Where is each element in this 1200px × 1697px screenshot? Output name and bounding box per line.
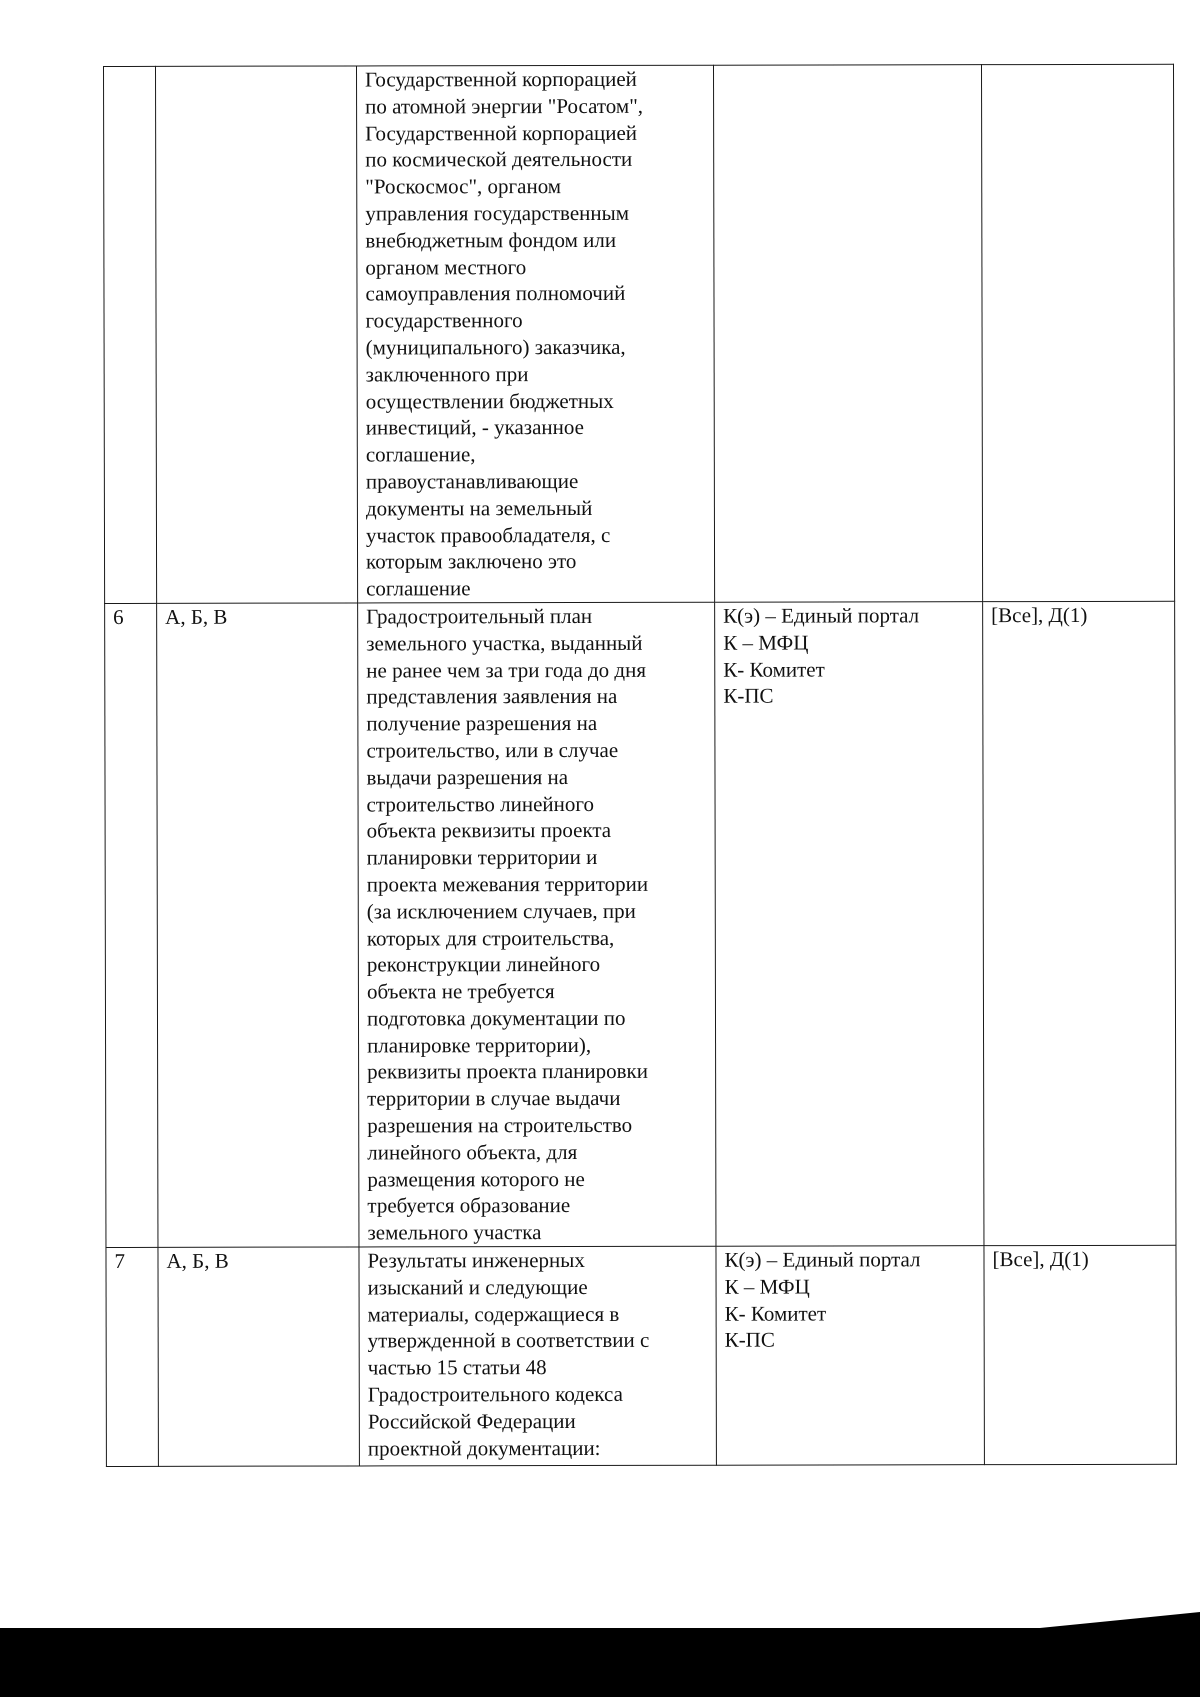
- text-line: изысканий и следующие: [367, 1274, 588, 1300]
- table-row: [105, 601, 1176, 1247]
- text-line: по космической деятельности: [365, 147, 633, 172]
- channel-item: К- Комитет: [724, 1301, 827, 1326]
- text-line: требуется образование: [367, 1193, 571, 1218]
- cell-category: А, Б, В: [158, 1247, 359, 1466]
- text-line: планировки территории и: [366, 845, 598, 870]
- text-line: государственного: [365, 308, 523, 333]
- text-line: размещения которого не: [367, 1166, 585, 1192]
- channel-item: К-ПС: [724, 1328, 775, 1353]
- text-line: соглашение,: [365, 442, 476, 467]
- cell-scope: [Все], Д(1): [984, 1245, 1176, 1464]
- text-line: Государственной корпорацией: [365, 66, 637, 92]
- scan-bottom-border: [0, 1628, 1200, 1697]
- text-line: земельного участка: [367, 1220, 542, 1245]
- text-line: (муниципального) заказчика,: [365, 334, 626, 360]
- text-line: Государственной корпорацией: [365, 120, 638, 146]
- cell-category: [156, 66, 358, 603]
- text-line: которых для строительства,: [366, 925, 615, 950]
- cell-scope: [Все], Д(1): [983, 601, 1176, 1246]
- text-line: представления заявления на: [366, 684, 618, 709]
- cell-document-description: [359, 1246, 716, 1466]
- requirements-table: [103, 64, 1177, 1467]
- text-line: строительство линейного: [366, 791, 594, 816]
- text-line: (за исключением случаев, при: [366, 898, 636, 924]
- text-line: по атомной энергии "Росатом",: [365, 93, 644, 119]
- channel-item: К – МФЦ: [724, 1274, 810, 1299]
- text-line: проектной документации:: [367, 1435, 601, 1461]
- channel-item: К- Комитет: [723, 657, 825, 682]
- channel-item: К(э) – Единый портал: [723, 603, 920, 628]
- cell-scope: [981, 64, 1174, 601]
- text-line: линейного объекта, для: [367, 1139, 578, 1165]
- table-row: [104, 64, 1175, 603]
- text-line: утвержденной в соответствии с: [367, 1328, 650, 1353]
- text-line: получение разрешения на: [366, 711, 598, 736]
- text-line: реквизиты проекта планировки: [367, 1059, 649, 1084]
- text-line: осуществлении бюджетных: [365, 388, 614, 414]
- channel-item: К – МФЦ: [723, 630, 809, 655]
- text-line: подготовка документации по: [366, 1005, 626, 1031]
- cell-number: 7: [106, 1247, 158, 1466]
- text-line: частью 15 статьи 48: [367, 1355, 547, 1380]
- text-line: заключенного при: [365, 361, 529, 387]
- table-row: [106, 1245, 1176, 1466]
- text-line: объекта реквизиты проекта: [366, 818, 612, 843]
- channel-item: К(э) – Единый портал: [724, 1247, 921, 1272]
- text-line: объекта не требуется: [366, 979, 555, 1004]
- text-line: соглашение: [366, 576, 471, 601]
- cell-submission-channels: [713, 65, 982, 602]
- cell-submission-channels: [716, 1246, 984, 1466]
- text-line: выдачи разрешения на: [366, 764, 569, 790]
- channel-item: К-ПС: [723, 683, 774, 709]
- text-line: планировке территории),: [367, 1032, 592, 1058]
- text-line: органом местного: [365, 254, 527, 280]
- text-line: участок правообладателя, с: [365, 522, 611, 547]
- cell-submission-channels: [715, 602, 984, 1247]
- text-line: которым заключено это: [366, 549, 577, 574]
- text-line: проекта межевания территории: [366, 871, 649, 897]
- cell-category: А, Б, В: [157, 603, 359, 1248]
- text-line: разрешения на строительство: [367, 1112, 633, 1138]
- text-line: Градостроительного кодекса: [367, 1381, 623, 1407]
- text-line: "Роскосмос", органом: [365, 174, 562, 199]
- text-line: территории в случае выдачи: [367, 1086, 621, 1111]
- text-line: управления государственным: [365, 200, 630, 226]
- text-line: Российской Федерации: [367, 1408, 576, 1434]
- text-line: самоуправления полномочий: [365, 281, 626, 306]
- text-line: строительство, или в случае: [366, 737, 619, 763]
- cell-document-description: [357, 65, 715, 603]
- text-line: внебюджетным фондом или: [365, 227, 617, 253]
- text-line: материалы, содержащиеся в: [367, 1301, 620, 1327]
- cell-document-description: [358, 602, 716, 1247]
- text-line: инвестиций, - указанное: [365, 415, 584, 440]
- text-line: Градостроительный план: [366, 603, 593, 629]
- text-line: документы на земельный: [365, 495, 593, 521]
- text-line: земельного участка, выданный: [366, 630, 643, 656]
- cell-number: [104, 66, 157, 603]
- text-line: реконструкции линейного: [366, 952, 601, 977]
- text-line: правоустанавливающие: [365, 468, 579, 494]
- text-line: не ранее чем за три года до дня: [366, 657, 647, 682]
- text-line: Результаты инженерных: [367, 1248, 585, 1273]
- cell-number: 6: [105, 603, 158, 1247]
